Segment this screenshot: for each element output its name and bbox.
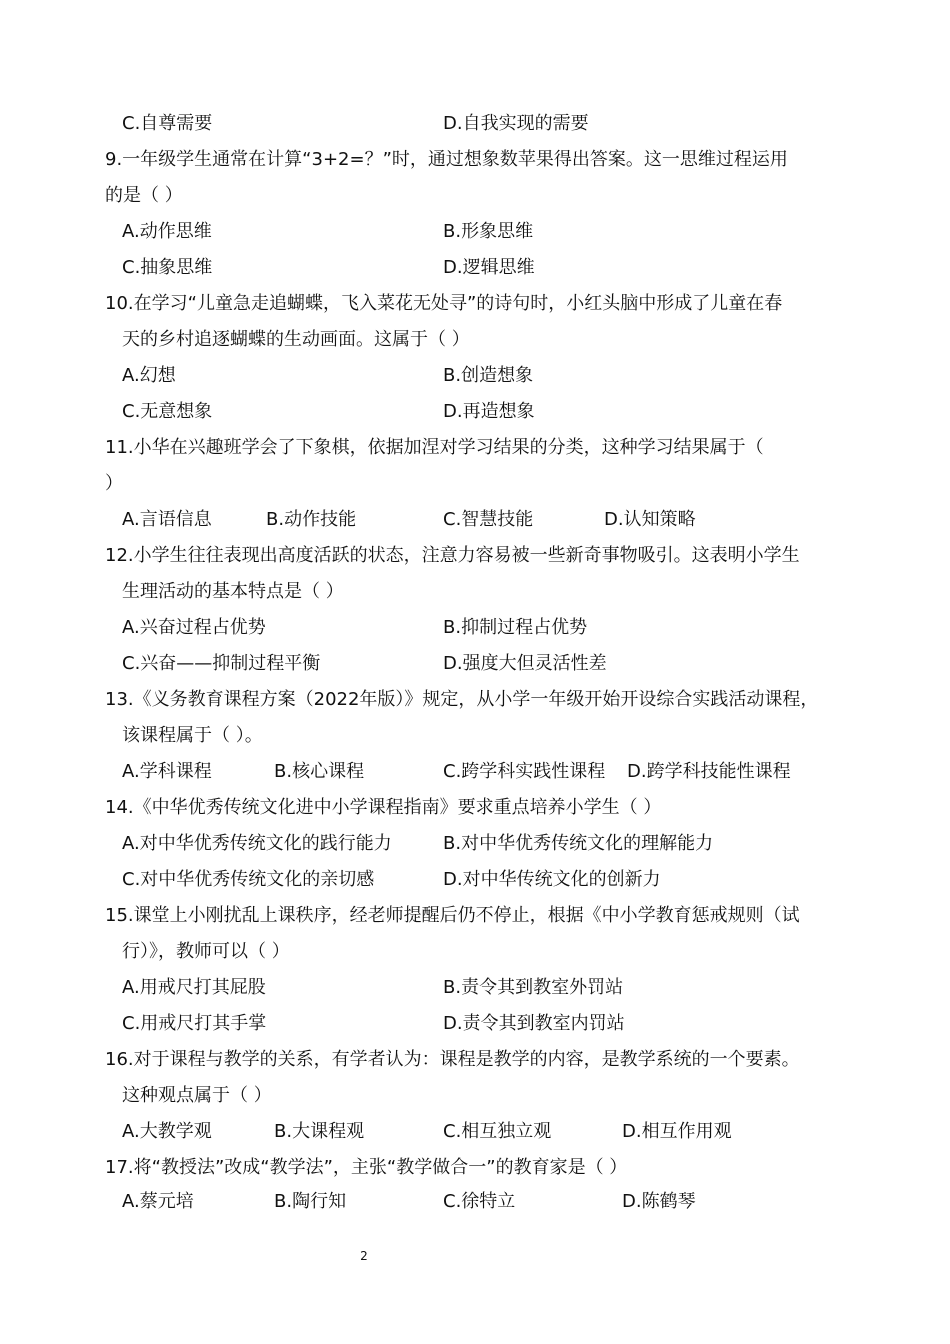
q12-stem-line2: 生理活动的基本特点是（ ） <box>122 581 344 602</box>
q16-stem-line1: 16.对于课程与教学的关系，有学者认为：课程是教学的内容，是教学系统的一个要素。 <box>105 1049 800 1070</box>
q17-option-d: D.陈鹤琴 <box>622 1191 696 1212</box>
q10-option-b: B.创造想象 <box>443 365 534 386</box>
q10-option-d: D.再造想象 <box>443 401 535 422</box>
q14-option-b: B.对中华优秀传统文化的理解能力 <box>443 833 714 854</box>
q9-option-c: C.抽象思维 <box>122 257 213 278</box>
q13-stem-line1: 13.《义务教育课程方案（2022年版）》规定，从小学一年级开始开设综合实践活动课程， <box>105 689 819 710</box>
q13-option-c: C.跨学科实践性课程 <box>443 761 606 782</box>
q11-stem-line2: ） <box>105 473 123 494</box>
q9-option-d: D.逻辑思维 <box>443 257 535 278</box>
q14-option-d: D.对中华传统文化的创新力 <box>443 869 661 890</box>
q11-option-d: D.认知策略 <box>604 509 696 530</box>
q9-option-a: A.动作思维 <box>122 221 212 242</box>
q14-option-a: A.对中华优秀传统文化的践行能力 <box>122 833 392 854</box>
q10-stem-line2: 天的乡村追逐蝴蝶的生动画面。这属于（ ） <box>122 329 470 350</box>
q14-stem-line1: 14.《中华优秀传统文化进中小学课程指南》要求重点培养小学生（ ） <box>105 797 662 818</box>
q12-option-c: C.兴奋——抑制过程平衡 <box>122 653 321 674</box>
q17-option-b: B.陶行知 <box>274 1191 347 1212</box>
q15-stem-line2: 行）》，教师可以（ ） <box>122 941 290 962</box>
q12-stem-line1: 12.小学生往往表现出高度活跃的状态，注意力容易被一些新奇事物吸引。这表明小学生 <box>105 545 800 566</box>
q17-stem-line1: 17.将“教授法”改成“教学法”，主张“教学做合一”的教育家是（ ） <box>105 1157 628 1178</box>
q15-option-c: C.用戒尺打其手掌 <box>122 1013 267 1034</box>
q10-option-a: A.幻想 <box>122 365 176 386</box>
q11-option-a: A.言语信息 <box>122 509 212 530</box>
page-number: 2 <box>360 1249 368 1263</box>
q16-stem-line2: 这种观点属于（ ） <box>122 1085 272 1106</box>
q12-option-b: B.抑制过程占优势 <box>443 617 588 638</box>
q10-stem-line1: 10.在学习“儿童急走追蝴蝶，飞入菜花无处寻”的诗句时，小红头脑中形成了儿童在春 <box>105 293 783 314</box>
q9-option-b: B.形象思维 <box>443 221 534 242</box>
q11-stem-line1: 11.小华在兴趣班学会了下象棋，依据加涅对学习结果的分类，这种学习结果属于（ <box>105 437 764 458</box>
q9-stem-line2: 的是（ ） <box>105 185 183 206</box>
q14-option-c: C.对中华优秀传统文化的亲切感 <box>122 869 375 890</box>
q10-option-c: C.无意想象 <box>122 401 213 422</box>
q13-stem-line2: 该课程属于（ ）。 <box>122 725 263 746</box>
q13-option-d: D.跨学科技能性课程 <box>627 761 791 782</box>
q12-option-d: D.强度大但灵活性差 <box>443 653 607 674</box>
q15-option-b: B.责令其到教室外罚站 <box>443 977 624 998</box>
q16-option-a: A.大教学观 <box>122 1121 212 1142</box>
q12-option-a: A.兴奋过程占优势 <box>122 617 266 638</box>
q8-option-c: C.自尊需要 <box>122 113 213 134</box>
q15-stem-line1: 15.课堂上小刚扰乱上课秩序，经老师提醒后仍不停止，根据《中小学教育惩戒规则（试 <box>105 905 800 926</box>
q16-option-c: C.相互独立观 <box>443 1121 552 1142</box>
q11-option-c: C.智慧技能 <box>443 509 534 530</box>
q16-option-b: B.大课程观 <box>274 1121 365 1142</box>
q17-option-a: A.蔡元培 <box>122 1191 194 1212</box>
q15-option-a: A.用戒尺打其屁股 <box>122 977 266 998</box>
q8-option-d: D.自我实现的需要 <box>443 113 589 134</box>
q15-option-d: D.责令其到教室内罚站 <box>443 1013 625 1034</box>
q9-stem-line1: 9.一年级学生通常在计算“3+2=？”时，通过想象数苹果得出答案。这一思维过程运用 <box>105 149 788 170</box>
q17-option-c: C.徐特立 <box>443 1191 516 1212</box>
q13-option-a: A.学科课程 <box>122 761 212 782</box>
q16-option-d: D.相互作用观 <box>622 1121 732 1142</box>
q13-option-b: B.核心课程 <box>274 761 365 782</box>
q11-option-b: B.动作技能 <box>266 509 357 530</box>
